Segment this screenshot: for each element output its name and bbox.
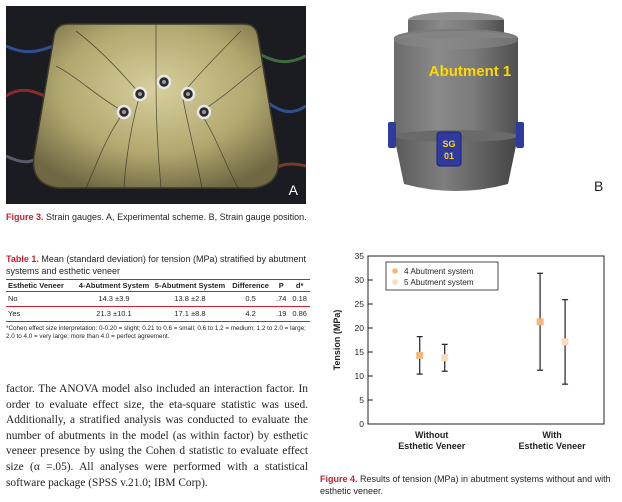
legend-label: 4 Abutment system: [404, 267, 474, 276]
figure3-caption-ref: Figure 3.: [6, 212, 44, 222]
figure3-panel-b-illustration: [310, 6, 616, 204]
header-d: d*: [289, 280, 310, 292]
legend-swatch: [392, 268, 398, 274]
x-category-label: Without: [415, 430, 449, 440]
gauge-label-number: 01: [443, 151, 455, 161]
cell-4-abutment: 21.3 ±10.1: [96, 309, 132, 318]
abutment-illustration: [310, 6, 616, 204]
figure3-caption-text: Strain gauges. A, Experimental scheme. B, Strain gauge position.: [43, 212, 307, 222]
data-point: [441, 354, 448, 361]
y-axis-label: Tension (MPa): [332, 309, 342, 371]
header-5-abutment: 5-Abutment System: [152, 280, 228, 292]
y-tick-label: 10: [354, 371, 364, 381]
figure4-caption-text: Results of tension (MPa) in abutment systems without and with esthetic veneer.: [320, 474, 611, 496]
cell-d: 0.18: [289, 292, 310, 307]
cell-p: .74: [273, 292, 289, 307]
figure4-chart: [312, 242, 618, 464]
header-difference: Difference: [228, 280, 273, 292]
table1-caption-ref: Table 1.: [6, 254, 39, 264]
cell-d: 0.86: [292, 309, 307, 318]
y-tick-label: 25: [354, 299, 364, 309]
cell-veneer: No: [6, 292, 76, 307]
panel-a-letter: A: [288, 182, 298, 198]
cell-5-abutment: 17.1 ±8.8: [174, 309, 206, 318]
data-point: [416, 352, 423, 359]
x-category-label: Esthetic Veneer: [398, 441, 466, 451]
table1-footnote: *Cohen effect size interpretation: 0-0.20 = slight; 0.21 to 0.6 = small; 0.6 to 1.2 = medium; 1.2 to 2.0 = large; 2.0 to 4.0 = very large; more than 4.0 = perfect agreement.: [6, 325, 306, 340]
y-tick-label: 30: [354, 275, 364, 285]
y-tick-label: 20: [354, 323, 364, 333]
y-tick-label: 5: [359, 395, 364, 405]
cell-4-abutment: 14.3 ±3.9: [76, 292, 152, 307]
header-4-abutment: 4-Abutment System: [76, 280, 152, 292]
gauge-label-sg: SG: [442, 139, 456, 149]
table1-grid: [6, 279, 310, 322]
y-tick-label: 35: [354, 251, 364, 261]
cell-veneer: Yes: [8, 309, 21, 318]
y-tick-label: 0: [359, 419, 364, 429]
x-category-label: With: [542, 430, 562, 440]
cell-difference: 0.5: [228, 292, 273, 307]
legend-label: 5 Abutment system: [404, 278, 474, 287]
panel-b-letter: B: [594, 178, 604, 194]
header-p: P: [273, 280, 289, 292]
figure4-caption: [320, 473, 616, 497]
table-header-row: [6, 280, 310, 292]
figure3-caption: [6, 212, 307, 222]
body-paragraph: factor. The ANOVA model also included an interaction factor. In order to evaluate effect size, the eta-square statistic was used. Additionally, a stratified analysis was conducted to evaluate the number of abutments in the model (as within factor) by esthetic veneer presence by using the Cohen d statistic to evaluate effect size (α =.05). All analyses were performed with a statistical software package (SPSS v.21.0; IBM Corp).: [6, 383, 308, 489]
table-row: [6, 307, 310, 322]
table1: [6, 253, 310, 341]
y-tick-label: 15: [354, 347, 364, 357]
abutment-label: Abutment 1: [428, 63, 512, 80]
x-category-label: Esthetic Veneer: [518, 441, 586, 451]
cell-p: .19: [276, 309, 287, 318]
data-point: [537, 318, 544, 325]
data-point: [562, 338, 569, 345]
figure3-panel-a-photo: [6, 6, 306, 204]
figure4-caption-ref: Figure 4.: [320, 474, 358, 484]
table1-caption-text: Mean (standard deviation) for tension (MPa) stratified by abutment systems and esthetic veneer: [6, 254, 306, 276]
cell-difference: 4.2: [245, 309, 256, 318]
strain-gauge-setup-illustration: [6, 6, 306, 204]
cell-5-abutment: 13.8 ±2.8: [152, 292, 228, 307]
table1-caption: [6, 253, 310, 277]
legend-swatch: [392, 279, 398, 285]
table-row: [6, 292, 310, 307]
tension-chart: [312, 242, 618, 464]
header-esthetic-veneer: Esthetic Veneer: [6, 280, 76, 292]
